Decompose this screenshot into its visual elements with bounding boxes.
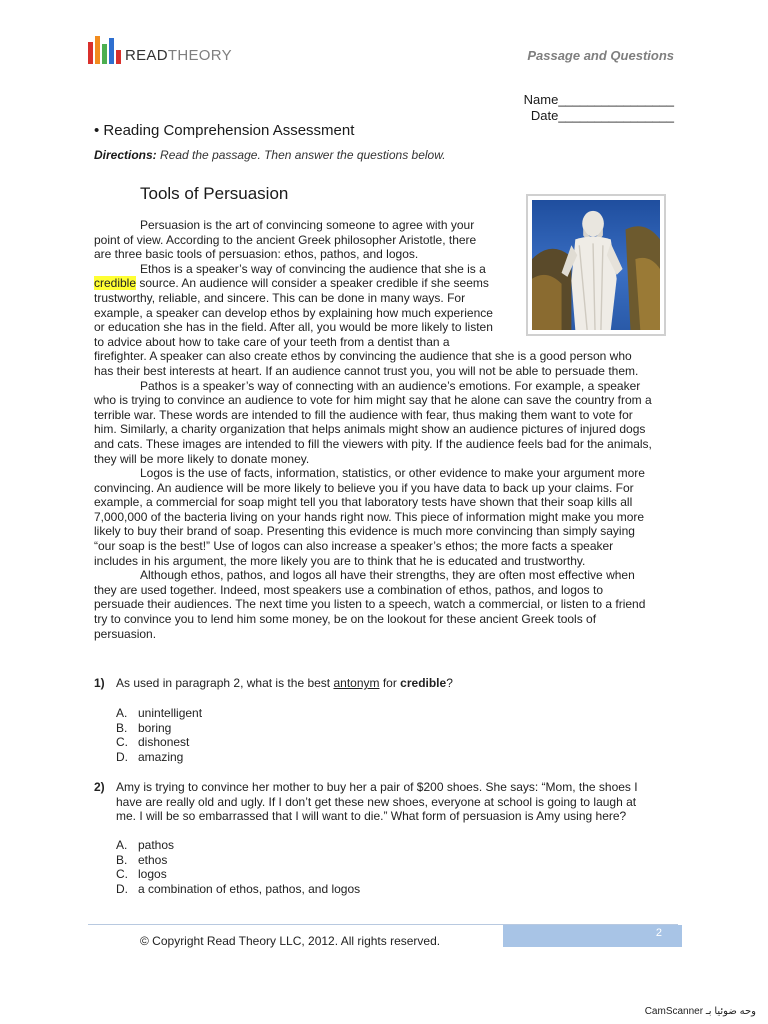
- passage-title: Tools of Persuasion: [140, 184, 289, 203]
- option-text: amazing: [138, 749, 184, 764]
- option-b[interactable]: [116, 721, 202, 736]
- passage-line: example, a commercial for soap might tell you that laboratory tests have shown that their soap kills all: [94, 495, 633, 510]
- question-1: [94, 676, 672, 691]
- header-title: Passage and Questions: [527, 48, 674, 63]
- name-field[interactable]: Name________________: [523, 92, 674, 107]
- option-d[interactable]: [116, 750, 202, 765]
- option-letter: D.: [116, 749, 128, 764]
- option-letter: C.: [116, 735, 128, 750]
- passage-line: who is trying to convince an audience to vote for him might say that he alone can save the country from a: [94, 393, 652, 408]
- passage-line: 7,000,000 of the bacteria living on your hands right now. This piece of information might make you more: [94, 509, 645, 524]
- passage-line: likely to buy their brand of soap. Presenting this evidence is much more convincing than simply saying: [94, 524, 635, 539]
- option-letter: C.: [116, 867, 128, 882]
- passage-body: [94, 218, 672, 641]
- paragraph-3: [94, 379, 672, 467]
- directions-label: Directions:: [94, 148, 157, 162]
- passage-line: convincing. An audience will be more likely to believe you if you have data to back up your claims. For: [94, 480, 634, 495]
- question-number: 2): [94, 780, 105, 794]
- option-letter: A.: [116, 838, 128, 852]
- passage-line: try to convince you to lend him some money, be on the lookout for these ancient Greek tools of: [94, 612, 597, 627]
- stem-line: Amy is trying to convince her mother to buy her a pair of $200 shoes. She says: “Mom, the shoes I: [116, 780, 638, 794]
- option-a[interactable]: [116, 706, 202, 721]
- stem-underlined-word: antonym: [333, 676, 380, 690]
- passage-line: Pathos is a speaker’s way of connecting with an audience’s emotions. For example, a speaker: [140, 378, 641, 393]
- passage-line: or education she has in the field. After all, you would be more likely to listen: [94, 320, 493, 335]
- logo-bars-icon: [88, 36, 121, 64]
- readtheory-logo: [88, 36, 232, 64]
- page-number: 2: [655, 927, 662, 939]
- passage-line: “our soap is the best!” Use of logos can also increase a speaker’s ethos; the more facts a speaker: [94, 539, 614, 554]
- passage-line: example, a speaker can develop ethos by explaining how much experience: [94, 305, 493, 320]
- stem-text: ?: [446, 676, 453, 690]
- logo-text-theory: THEORY: [167, 47, 232, 64]
- passage-line: terrible war. These words are intended to fill the audience with fear, thus making them want to vote for: [94, 407, 633, 422]
- logo-text-read: READ: [125, 47, 168, 64]
- passage-line: persuasion.: [94, 626, 157, 641]
- date-field[interactable]: Date________________: [530, 108, 674, 123]
- question-number: 1): [94, 676, 105, 690]
- passage-line-rest: source. An audience will consider a speaker credible if she seems: [136, 276, 489, 291]
- scanner-watermark: CamScanner وحه ضوئيا بـ: [644, 1006, 756, 1017]
- passage-line: Logos is the use of facts, information, statistics, or other evidence to make your argument more: [140, 466, 645, 481]
- passage-line: firefighter. A speaker can also create ethos by convincing the audience that she is a good person who: [94, 349, 632, 364]
- stem-bold-word: credible: [400, 676, 447, 690]
- option-text: boring: [138, 720, 172, 735]
- paragraph-4: [94, 466, 672, 568]
- option-text: unintelligent: [138, 706, 203, 720]
- passage-line: Although ethos, pathos, and logos all have their strengths, they are often most effective when: [140, 568, 635, 583]
- directions: [94, 148, 446, 162]
- option-text: pathos: [138, 838, 175, 852]
- question-stem: [116, 676, 672, 691]
- assessment-title: • Reading Comprehension Assessment: [94, 122, 355, 139]
- passage-line: persuade their audiences. The next time you listen to a speech, watch a commercial, or listen to a friend: [94, 597, 646, 612]
- paragraph-5: [94, 568, 672, 641]
- passage-line-highlight: [94, 276, 672, 291]
- question-stem: [116, 780, 672, 824]
- question-2-options: [116, 838, 360, 896]
- passage-line: point of view. According to the ancient Greek philosopher Aristotle, there: [94, 232, 477, 247]
- option-letter: B.: [116, 720, 128, 735]
- stem-text: As used in paragraph 2, what is the best: [116, 676, 334, 690]
- option-letter: D.: [116, 881, 128, 896]
- directions-text: Read the passage. Then answer the questions below.: [160, 148, 446, 162]
- passage-line: they will be more likely to donate money.: [94, 451, 310, 466]
- passage-line: Persuasion is the art of convincing someone to agree with your: [140, 218, 475, 232]
- passage-line: includes in his argument, the more likely you are to think that he is educated and trustworthy.: [94, 553, 586, 568]
- passage-line: trustworthy, reliable, and sincere. This can be done in many ways. For: [94, 290, 466, 305]
- stem-line: have are really old and ugly. If I don’t get these new shoes, everyone at school is going to laugh at: [116, 794, 637, 809]
- highlighted-word-credible: credible: [94, 276, 137, 291]
- question-2: [94, 780, 672, 824]
- passage-line: Ethos is a speaker’s way of convincing the audience that she is a: [140, 261, 486, 276]
- option-text: a combination of ethos, pathos, and logos: [138, 881, 361, 896]
- option-d[interactable]: [116, 882, 360, 897]
- option-c[interactable]: [116, 735, 202, 750]
- passage-line: and cats. These images are intended to fill the viewers with pity. If the audience feels bad for the animals,: [94, 436, 652, 451]
- option-text: ethos: [138, 852, 168, 867]
- copyright-text: © Copyright Read Theory LLC, 2012. All rights reserved.: [140, 934, 441, 948]
- option-c[interactable]: [116, 867, 360, 882]
- question-1-options: [116, 706, 202, 764]
- passage-line: him. Similarly, a charity organization that helps animals might show an audience pictures of injured dogs: [94, 422, 646, 437]
- paragraph-1: [94, 218, 672, 262]
- option-text: logos: [138, 867, 167, 882]
- option-letter: A.: [116, 706, 128, 720]
- stem-line: me. I will be so embarrassed that I will want to die.” What form of persuasion is Amy using here?: [116, 809, 627, 824]
- option-b[interactable]: [116, 853, 360, 868]
- passage-line: to advice about how to take care of your teeth from a dentist than a: [94, 334, 450, 349]
- passage-line: has their best interests at heart. If an audience cannot trust you, you will not be able to persuade them.: [94, 363, 639, 378]
- option-letter: B.: [116, 852, 128, 867]
- page-number-box: [503, 925, 682, 947]
- passage-line: they are used together. Indeed, most speakers use a combination of ethos, pathos, and logos to: [94, 582, 603, 597]
- passage-line: are three basic tools of persuasion: ethos, pathos, and logos.: [94, 247, 419, 262]
- stem-text: for: [379, 676, 401, 690]
- option-a[interactable]: [116, 838, 360, 853]
- paragraph-2: [94, 262, 672, 379]
- option-text: dishonest: [138, 735, 190, 750]
- name-date-fields: [524, 92, 674, 124]
